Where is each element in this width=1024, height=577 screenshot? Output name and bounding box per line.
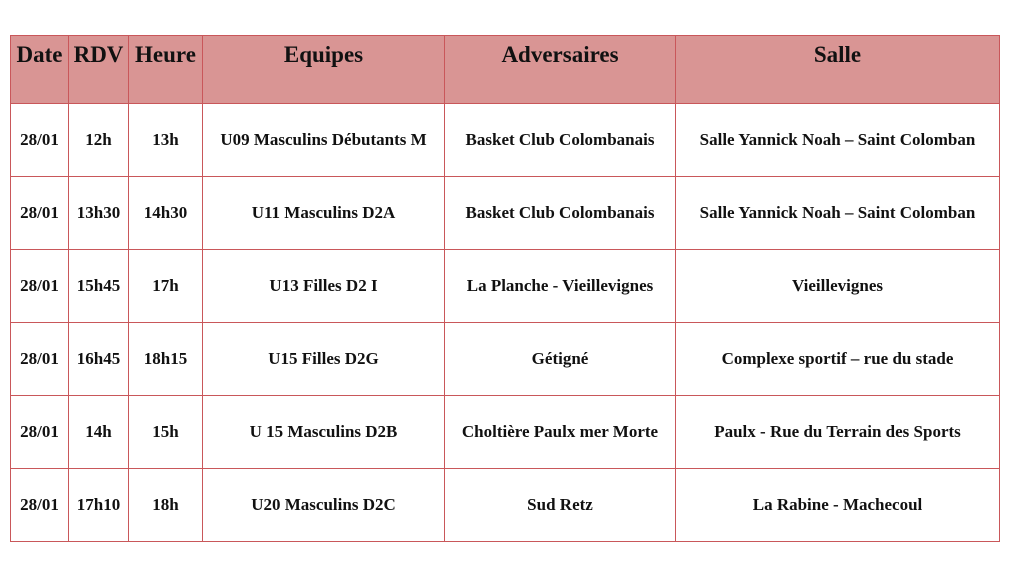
cell-heure: 13h [129, 104, 203, 177]
cell-heure: 15h [129, 396, 203, 469]
cell-salle: Salle Yannick Noah – Saint Colomban [676, 177, 1000, 250]
cell-adversaire: Choltière Paulx mer Morte [445, 396, 676, 469]
cell-date: 28/01 [11, 177, 69, 250]
cell-rdv: 16h45 [69, 323, 129, 396]
cell-date: 28/01 [11, 104, 69, 177]
cell-salle: Vieillevignes [676, 250, 1000, 323]
header-salle: Salle [676, 36, 1000, 104]
table-row [11, 177, 1000, 250]
header-heure: Heure [129, 36, 203, 104]
cell-adversaire: Sud Retz [445, 469, 676, 542]
header-equipes: Equipes [203, 36, 445, 104]
header-rdv: RDV [69, 36, 129, 104]
cell-rdv: 14h [69, 396, 129, 469]
cell-rdv: 15h45 [69, 250, 129, 323]
cell-date: 28/01 [11, 323, 69, 396]
cell-salle: Paulx - Rue du Terrain des Sports [676, 396, 1000, 469]
header-adversaires: Adversaires [445, 36, 676, 104]
cell-salle: La Rabine - Machecoul [676, 469, 1000, 542]
table-row [11, 469, 1000, 542]
cell-equipe: U 15 Masculins D2B [203, 396, 445, 469]
header-date: Date [11, 36, 69, 104]
match-schedule-table [10, 35, 1000, 542]
cell-equipe: U15 Filles D2G [203, 323, 445, 396]
cell-salle: Complexe sportif – rue du stade [676, 323, 1000, 396]
cell-date: 28/01 [11, 469, 69, 542]
cell-equipe: U11 Masculins D2A [203, 177, 445, 250]
cell-equipe: U20 Masculins D2C [203, 469, 445, 542]
table-row [11, 396, 1000, 469]
cell-heure: 14h30 [129, 177, 203, 250]
cell-heure: 18h15 [129, 323, 203, 396]
cell-salle: Salle Yannick Noah – Saint Colomban [676, 104, 1000, 177]
cell-adversaire: Basket Club Colombanais [445, 177, 676, 250]
cell-equipe: U13 Filles D2 I [203, 250, 445, 323]
cell-heure: 17h [129, 250, 203, 323]
cell-rdv: 17h10 [69, 469, 129, 542]
cell-heure: 18h [129, 469, 203, 542]
cell-rdv: 13h30 [69, 177, 129, 250]
cell-equipe: U09 Masculins Débutants M [203, 104, 445, 177]
cell-adversaire: Basket Club Colombanais [445, 104, 676, 177]
cell-adversaire: La Planche - Vieillevignes [445, 250, 676, 323]
table-row [11, 250, 1000, 323]
cell-rdv: 12h [69, 104, 129, 177]
table-row [11, 323, 1000, 396]
cell-date: 28/01 [11, 396, 69, 469]
cell-adversaire: Gétigné [445, 323, 676, 396]
table-row [11, 104, 1000, 177]
header-row [11, 36, 1000, 104]
cell-date: 28/01 [11, 250, 69, 323]
